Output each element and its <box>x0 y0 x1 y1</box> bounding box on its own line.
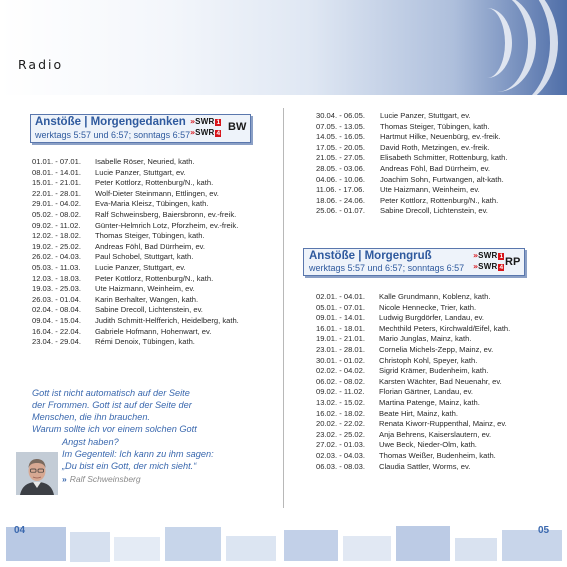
footer-block <box>502 530 562 561</box>
page-number-right: 05 <box>538 525 550 536</box>
schedule-date: 11.06. - 17.06. <box>316 185 365 195</box>
schedule-row <box>316 366 561 377</box>
schedule-speaker: Martina Patenge, Mainz, kath. <box>379 397 480 407</box>
schedule-speaker: Hartmut Hilke, Neuenbürg, ev.-freik. <box>380 132 501 142</box>
schedule-speaker: Thomas Steiger, Tübingen, kath. <box>95 231 205 241</box>
schedule-speaker: Karin Berhalter, Wangen, kath. <box>95 294 199 304</box>
schedule-speaker: Lucie Panzer, Stuttgart, ev. <box>95 167 186 177</box>
schedule-row <box>316 419 561 430</box>
schedule-date: 23.04. - 29.04. <box>32 337 81 347</box>
logo-number-badge: 4 <box>499 264 504 271</box>
schedule-speaker: Christoph Kohl, Speyer, kath. <box>379 355 478 365</box>
logo-number-badge: 1 <box>216 119 221 126</box>
footer-block <box>165 527 221 561</box>
schedule-row <box>32 274 282 285</box>
schedule-row <box>316 377 561 388</box>
schedule-date: 22.01. - 28.01. <box>32 188 81 198</box>
logo-number-badge: 1 <box>499 253 504 260</box>
schedule-date: 09.02. - 11.02. <box>32 220 81 230</box>
footer-block <box>226 536 276 561</box>
schedule-speaker: Ute Haizmann, Weinheim, ev. <box>380 185 480 195</box>
schedule-date: 28.05. - 03.06. <box>316 163 365 173</box>
footer-block <box>455 538 497 561</box>
schedule-date: 16.01. - 18.01. <box>316 323 365 333</box>
schedule-speaker: Sigrid Krämer, Budenheim, kath. <box>379 366 489 376</box>
schedule-speaker: Thomas Weißer, Budenheim, kath. <box>379 450 496 460</box>
schedule-speaker: Andreas Föhl, Bad Dürrheim, ev. <box>95 241 206 251</box>
schedule-list-bw-continued <box>316 111 561 217</box>
schedule-date: 27.02. - 01.03. <box>316 440 365 450</box>
schedule-speaker: Peter Kottlorz, Rottenburg/N., kath. <box>95 273 214 283</box>
schedule-speaker: Karsten Wächter, Bad Neuenahr, ev. <box>379 376 502 386</box>
schedule-row <box>316 206 561 217</box>
schedule-date: 30.01. - 01.02. <box>316 355 365 365</box>
schedule-speaker: Ralf Schweinsberg, Baiersbronn, ev.-freik. <box>95 209 237 219</box>
schedule-row <box>316 132 561 143</box>
schedule-speaker: Nicole Hennecke, Trier, kath. <box>379 302 477 312</box>
schedule-list-rp <box>316 292 561 472</box>
section-title-rp: Anstöße | Morgengruß <box>309 250 432 262</box>
schedule-speaker: Wolf-Dieter Steinmann, Ettlingen, ev. <box>95 188 219 198</box>
swr1-logo-icon: » SWR 1 <box>473 251 504 260</box>
schedule-row <box>316 196 561 207</box>
schedule-date: 17.05. - 20.05. <box>316 142 365 152</box>
schedule-speaker: Lucie Panzer, Stuttgart, ev. <box>95 262 186 272</box>
schedule-row <box>32 305 282 316</box>
schedule-speaker: Günter-Helmrich Lotz, Pforzheim, ev.-freik. <box>95 220 239 230</box>
schedule-speaker: Rémi Denoix, Tübingen, kath. <box>95 337 195 347</box>
quote-author-name: Ralf Schweinsberg <box>69 474 141 484</box>
schedule-date: 12.03. - 18.03. <box>32 273 81 283</box>
schedule-date: 08.01. - 14.01. <box>32 167 81 177</box>
schedule-row <box>32 252 282 263</box>
footer-block <box>396 526 450 561</box>
radio-wave-arc <box>452 0 558 95</box>
schedule-row <box>316 451 561 462</box>
section-title-bw: Anstöße | Morgengedanken <box>35 116 186 128</box>
schedule-date: 13.02. - 15.02. <box>316 397 365 407</box>
schedule-row <box>32 199 282 210</box>
double-chevron-icon: » <box>62 474 67 484</box>
schedule-date: 06.02. - 08.02. <box>316 376 365 386</box>
schedule-row <box>32 316 282 327</box>
schedule-row <box>316 175 561 186</box>
page-title: Radio <box>18 57 64 72</box>
schedule-speaker: Eva-Maria Kleisz, Tübingen, kath. <box>95 199 209 209</box>
schedule-row <box>316 185 561 196</box>
schedule-speaker: Renata Kiworr-Ruppenthal, Mainz, ev. <box>379 419 507 429</box>
schedule-row <box>316 345 561 356</box>
schedule-speaker: Cornelia Michels-Zepp, Mainz, ev. <box>379 344 494 354</box>
schedule-row <box>32 178 282 189</box>
footer-pattern <box>0 522 567 567</box>
schedule-speaker: Mechthild Peters, Kirchwald/Eifel, kath. <box>379 323 511 333</box>
schedule-date: 19.01. - 21.01. <box>316 334 365 344</box>
quote-line: Warum sollte ich vor einem solchen Gott <box>32 424 197 434</box>
schedule-speaker: Lucie Panzer, Stuttgart, ev. <box>380 111 471 120</box>
double-chevron-icon: » <box>473 262 478 271</box>
schedule-row <box>32 295 282 306</box>
schedule-row <box>32 242 282 253</box>
schedule-speaker: Peter Kottlorz, Rottenburg/N., kath. <box>95 178 214 188</box>
swr4-logo-icon: » SWR 4 <box>190 128 221 137</box>
schedule-speaker: Joachim Sohn, Furtwangen, alt-kath. <box>380 174 504 184</box>
schedule-date: 26.02. - 04.03. <box>32 252 81 262</box>
schedule-date: 19.02. - 25.02. <box>32 241 81 251</box>
schedule-row <box>316 334 561 345</box>
schedule-speaker: Uwe Beck, Nieder-Olm, kath. <box>379 440 477 450</box>
double-chevron-icon: » <box>190 128 195 137</box>
schedule-date: 14.05. - 16.05. <box>316 132 365 142</box>
schedule-date: 02.04. - 08.04. <box>32 305 81 315</box>
schedule-date: 02.01. - 04.01. <box>316 292 365 301</box>
schedule-row <box>316 292 561 303</box>
schedule-speaker: Andreas Föhl, Bad Dürrheim, ev. <box>380 163 491 173</box>
schedule-speaker: Claudia Sattler, Worms, ev. <box>379 461 471 471</box>
schedule-speaker: Gabriele Hofmann, Hohenwart, ev. <box>95 326 212 336</box>
schedule-speaker: Thomas Steiger, Tübingen, kath. <box>380 121 490 131</box>
schedule-date: 05.02. - 08.02. <box>32 209 81 219</box>
schedule-speaker: Florian Gärtner, Landau, ev. <box>379 387 473 397</box>
schedule-date: 26.03. - 01.04. <box>32 294 81 304</box>
schedule-date: 12.02. - 18.02. <box>32 231 81 241</box>
schedule-speaker: Peter Kottlorz, Rottenburg/N., kath. <box>380 195 499 205</box>
schedule-row <box>316 409 561 420</box>
column-divider <box>283 108 284 508</box>
schedule-date: 09.01. - 14.01. <box>316 313 365 323</box>
schedule-row <box>316 440 561 451</box>
schedule-list-bw <box>32 157 282 348</box>
section-subtitle-rp: werktags 5:57 und 6:57; sonntags 6:57 <box>309 263 465 273</box>
schedule-row <box>32 231 282 242</box>
schedule-date: 23.02. - 25.02. <box>316 429 365 439</box>
portrait-photo <box>16 452 58 495</box>
quote-line: Gott ist nicht automatisch auf der Seite <box>32 388 190 398</box>
schedule-date: 30.04. - 06.05. <box>316 111 365 120</box>
schedule-date: 09.04. - 15.04. <box>32 315 81 325</box>
schedule-row <box>32 210 282 221</box>
quote-line: Menschen, die ihn brauchen. <box>32 412 150 422</box>
schedule-row <box>316 153 561 164</box>
schedule-speaker: Sabine Drecoll, Lichtenstein, ev. <box>380 206 488 216</box>
schedule-date: 04.06. - 10.06. <box>316 174 365 184</box>
schedule-date: 09.02. - 11.02. <box>316 387 365 397</box>
schedule-row <box>32 157 282 168</box>
schedule-date: 02.02. - 04.02. <box>316 366 365 376</box>
swr1-logo-icon: » SWR 1 <box>190 117 221 126</box>
schedule-row <box>32 284 282 295</box>
quote-line: „Du bist ein Gott, der mich sieht.“ <box>62 461 197 471</box>
schedule-date: 16.04. - 22.04. <box>32 326 81 336</box>
schedule-date: 06.03. - 08.03. <box>316 461 365 471</box>
footer-block <box>284 530 338 561</box>
schedule-row <box>32 263 282 274</box>
schedule-date: 20.02. - 22.02. <box>316 419 365 429</box>
schedule-speaker: Kalle Grundmann, Koblenz, kath. <box>379 292 491 301</box>
schedule-date: 18.06. - 24.06. <box>316 195 365 205</box>
double-chevron-icon: » <box>473 251 478 260</box>
quote-line: der Frommen. Gott ist auf der Seite der <box>32 400 192 410</box>
author-portrait <box>16 452 58 495</box>
schedule-row <box>316 356 561 367</box>
schedule-row <box>316 430 561 441</box>
quote-line: Im Gegenteil: Ich kann zu ihm sagen: <box>62 449 214 459</box>
region-label-bw: BW <box>228 121 247 133</box>
schedule-row <box>316 122 561 133</box>
schedule-date: 25.06. - 01.07. <box>316 206 365 216</box>
schedule-date: 05.01. - 07.01. <box>316 302 365 312</box>
schedule-date: 15.01. - 21.01. <box>32 178 81 188</box>
schedule-row <box>316 313 561 324</box>
section-subtitle-bw: werktags 5:57 und 6:57; sonntags 6:57 <box>35 130 191 140</box>
schedule-date: 01.01. - 07.01. <box>32 157 81 166</box>
schedule-speaker: Ludwig Burgdörfer, Landau, ev. <box>379 313 484 323</box>
schedule-row <box>316 164 561 175</box>
schedule-speaker: Mario Junglas, Mainz, kath. <box>379 334 472 344</box>
schedule-speaker: Judith Schmitt-Helfferich, Heidelberg, kath. <box>95 315 239 325</box>
schedule-row <box>316 462 561 473</box>
schedule-date: 19.03. - 25.03. <box>32 284 81 294</box>
schedule-row <box>316 324 561 335</box>
schedule-date: 05.03. - 11.03. <box>32 262 81 272</box>
logo-number-badge: 4 <box>216 130 221 137</box>
schedule-speaker: Ute Haizmann, Weinheim, ev. <box>95 284 195 294</box>
schedule-speaker: Anja Behrens, Kaiserslautern, ev. <box>379 429 492 439</box>
schedule-row <box>32 327 282 338</box>
header-banner <box>0 0 567 95</box>
schedule-speaker: Paul Schobel, Stuttgart, kath. <box>95 252 194 262</box>
schedule-row <box>316 111 561 122</box>
schedule-row <box>316 143 561 154</box>
schedule-speaker: Beate Hirt, Mainz, kath. <box>379 408 458 418</box>
footer-block <box>343 536 391 561</box>
schedule-row <box>316 303 561 314</box>
schedule-row <box>32 221 282 232</box>
region-label-rp: RP <box>505 256 521 268</box>
schedule-speaker: David Roth, Metzingen, ev.-freik. <box>380 142 490 152</box>
footer-block <box>70 532 110 562</box>
schedule-date: 29.01. - 04.02. <box>32 199 81 209</box>
footer-block <box>114 537 160 561</box>
schedule-date: 07.05. - 13.05. <box>316 121 365 131</box>
quote-line: Angst haben? <box>62 437 119 447</box>
swr4-logo-icon: » SWR 4 <box>473 262 504 271</box>
schedule-speaker: Sabine Drecoll, Lichtenstein, ev. <box>95 305 203 315</box>
schedule-speaker: Elisabeth Schmitter, Rottenburg, kath. <box>380 153 508 163</box>
page-number-left: 04 <box>14 525 26 536</box>
schedule-date: 02.03. - 04.03. <box>316 450 365 460</box>
schedule-row <box>32 168 282 179</box>
double-chevron-icon: » <box>190 117 195 126</box>
schedule-speaker: Isabelle Röser, Neuried, kath. <box>95 157 195 166</box>
schedule-row <box>32 189 282 200</box>
schedule-row <box>316 398 561 409</box>
quote-author <box>62 474 141 484</box>
schedule-date: 16.02. - 18.02. <box>316 408 365 418</box>
schedule-date: 23.01. - 28.01. <box>316 344 365 354</box>
schedule-date: 21.05. - 27.05. <box>316 153 365 163</box>
schedule-row <box>316 387 561 398</box>
schedule-row <box>32 337 282 348</box>
